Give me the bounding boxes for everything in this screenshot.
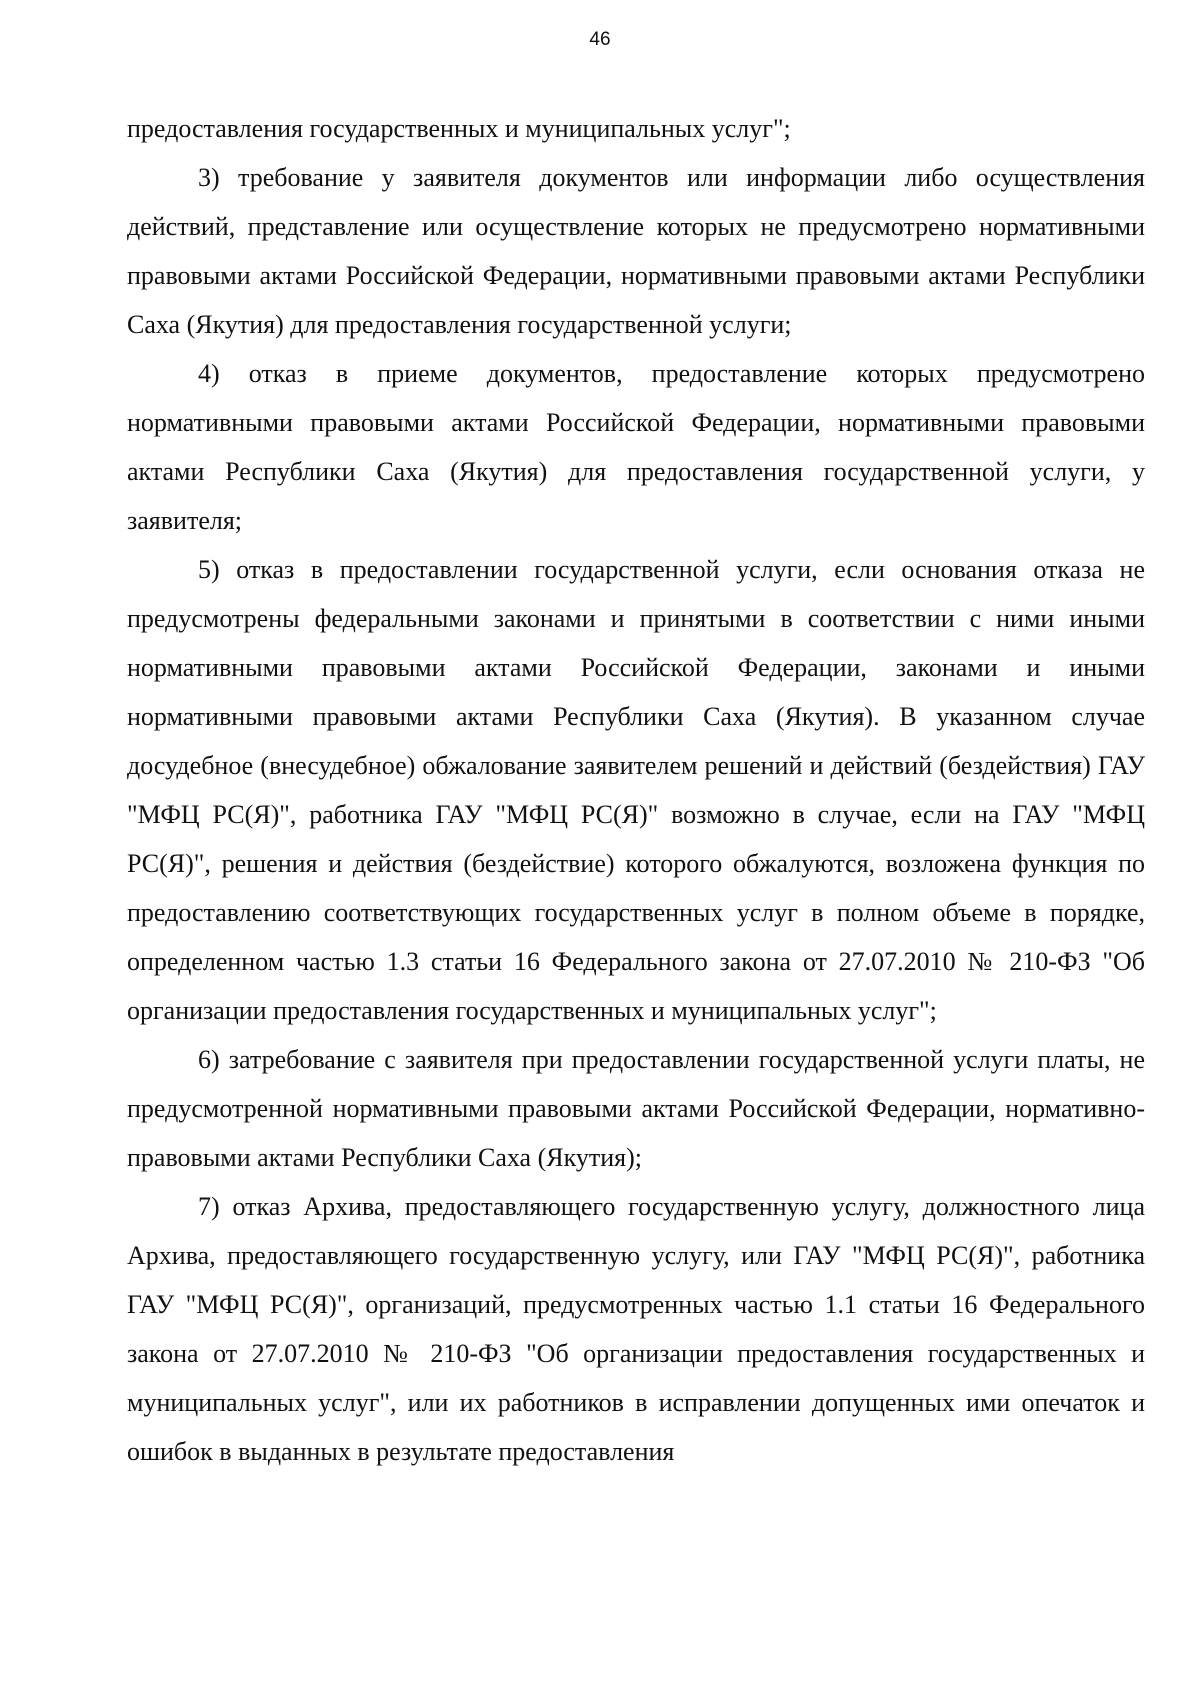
paragraph-item-5: 5) отказ в предоставлении государственной услуги, если основания отказа не предусмотрены федеральными законами и принятыми в соответствии с ними иными нормативными правовыми актами Российской Федерации, законами и иными нормативными правовыми актами Республики Саха (Якутия). В указанном случае досудебное (внесудебное) обжалование заявителем решений и действий (бездействия) ГАУ "МФЦ РС(Я)", работника ГАУ "МФЦ РС(Я)" возможно в случае, если на ГАУ "МФЦ РС(Я)", решения и действия (бездействие) которого обжалуются, возложена функция по предоставлению соответствующих государственных услуг в полном объеме в порядке, определенном частью 1.3 статьи 16 Федерального закона от 27.07.2010 № 210-ФЗ "Об организации предоставления государственных и муниципальных услуг"; — [127, 555, 1145, 1025]
paragraph-item-4: 4) отказ в приеме документов, предоставление которых предусмотрено нормативными правовыми актами Российской Федерации, нормативными правовыми актами Республики Саха (Якутия) для предоставления государственной услуги, у заявителя; — [127, 359, 1145, 535]
document-body — [127, 104, 1145, 1476]
paragraph-item-6: 6) затребование с заявителя при предоставлении государственной услуги платы, не предусмотренной нормативными правовыми актами Российской Федерации, нормативно-правовыми актами Республики Саха (Якутия); — [127, 1045, 1145, 1172]
page-number: 46 — [589, 29, 611, 50]
paragraph-item-3: 3) требование у заявителя документов или информации либо осуществления действий, представление или осуществление которых не предусмотрено нормативными правовыми актами Российской Федерации, нормативными правовыми актами Республики Саха (Якутия) для предоставления государственной услуги; — [127, 163, 1145, 339]
paragraph-item-7: 7) отказ Архива, предоставляющего государственную услугу, должностного лица Архива, предоставляющего государственную услугу, или ГАУ "МФЦ РС(Я)", работника ГАУ "МФЦ РС(Я)", организаций, предусмотренных частью 1.1 статьи 16 Федерального закона от 27.07.2010 № 210-ФЗ "Об организации предоставления государственных и муниципальных услуг", или их работников в исправлении допущенных ими опечаток и ошибок в выданных в результате предоставления — [127, 1192, 1145, 1466]
paragraph-continuation: предоставления государственных и муниципальных услуг"; — [127, 114, 791, 143]
